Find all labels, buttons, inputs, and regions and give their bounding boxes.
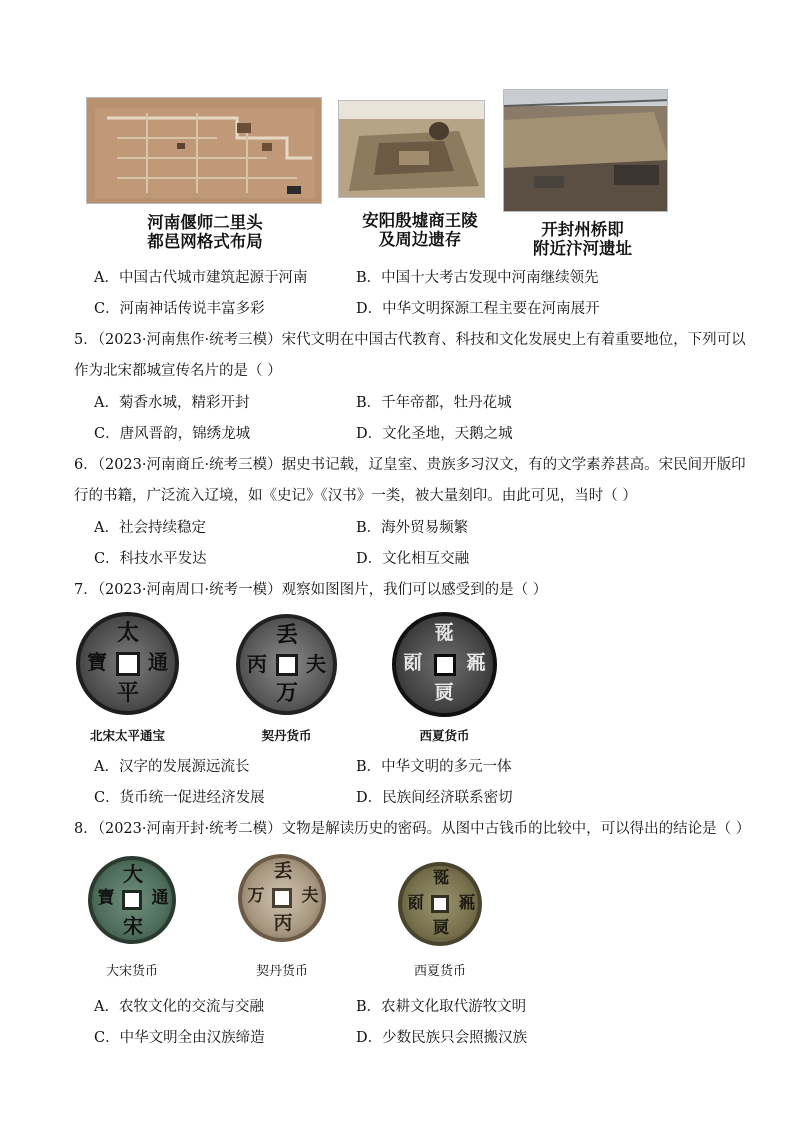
q8-stem: 8．（2023·河南开封·统考二模）文物是解读历史的密码。从图中古钱币的比较中，可以得出的结论是（ ） — [74, 821, 751, 837]
coin-glyph-left: 寶 — [87, 650, 107, 674]
coin-glyph-top: 𗀔 — [432, 868, 450, 888]
photo-erlitou-site — [86, 97, 322, 204]
q4-option-a[interactable]: A．中国古代城市建筑起源于河南 — [94, 270, 308, 286]
q4-option-b[interactable]: B．中国十大考古发现中河南继续领先 — [356, 270, 599, 286]
coin-glyph-right: 夫 — [301, 886, 319, 906]
coin-song-taiping — [76, 612, 179, 715]
q5-stem-line1: 5．（2023·河南焦作·统考三模）宋代文明在中国古代教育、科技和文化发展史上有着重要地位，下列可以 — [74, 332, 746, 348]
yinxu-tomb-drawing — [339, 101, 485, 198]
caption-yinxu: 安阳殷墟商王陵 及周边遗存 — [362, 211, 478, 249]
q5-option-d[interactable]: D．文化圣地，天鹅之城 — [356, 426, 513, 442]
coin-glyph-left: 𗀃 — [407, 893, 425, 913]
caption-khitan-coin-2: 契丹货币 — [255, 964, 308, 979]
coin-glyph-right: 𗀐 — [458, 893, 476, 913]
q6-option-d[interactable]: D．文化相互交融 — [356, 551, 470, 567]
q5-option-a[interactable]: A．菊香水城，精彩开封 — [94, 395, 250, 411]
coin-xixia-2 — [398, 862, 482, 946]
q8-option-c[interactable]: C．中华文明全由汉族缔造 — [94, 1030, 265, 1046]
coin-glyph-bottom: 宋 — [123, 914, 143, 938]
q6-stem-line1: 6．（2023·河南商丘·统考三模）据史书记载，辽皇室、贵族多习汉文，有的文学素养甚高。宋民间开版印 — [74, 457, 746, 473]
caption-xixia-coin: 西夏货币 — [419, 728, 470, 743]
caption-zhouqiao: 开封州桥即 附近汴河遗址 — [533, 220, 632, 258]
caption-great-song-coin: 大宋货币 — [105, 964, 158, 979]
zhouqiao-site-drawing — [504, 90, 668, 212]
coin-glyph-bottom: 𗀁 — [432, 918, 450, 938]
erlitou-grid-drawing — [87, 98, 322, 204]
q7-option-d[interactable]: D．民族间经济联系密切 — [356, 790, 513, 806]
q4-option-d[interactable]: D．中华文明探源工程主要在河南展开 — [356, 301, 600, 317]
coin-glyph-left: 寶 — [97, 888, 115, 908]
coin-glyph-right: 𗀐 — [466, 650, 486, 674]
coin-khitan — [236, 614, 337, 715]
coin-glyph-left: 万 — [247, 886, 265, 906]
coin-glyph-left: 丙 — [247, 652, 267, 676]
coin-glyph-top: 太 — [116, 620, 139, 646]
caption-song-coin: 北宋太平通宝 — [89, 728, 165, 743]
coin-glyph-bottom: 万 — [275, 680, 298, 706]
q6-option-a[interactable]: A．社会持续稳定 — [94, 520, 206, 536]
q7-option-b[interactable]: B．中华文明的多元一体 — [356, 759, 512, 775]
coin-glyph-right: 夫 — [306, 652, 326, 676]
coin-glyph-bottom: 𗀁 — [434, 680, 454, 704]
q8-option-b[interactable]: B．农耕文化取代游牧文明 — [356, 999, 527, 1015]
caption-erlitou: 河南偃师二里头 都邑网格式布局 — [147, 213, 263, 251]
q5-option-c[interactable]: C．唐风晋韵，锦绣龙城 — [94, 426, 251, 442]
q7-option-c[interactable]: C．货币统一促进经济发展 — [94, 790, 265, 806]
coin-glyph-top: 大 — [123, 862, 143, 886]
coin-glyph-right: 通 — [151, 888, 169, 908]
q7-stem: 7．（2023·河南周口·统考一模）观察如图图片，我们可以感受到的是（ ） — [74, 582, 548, 598]
q8-option-d[interactable]: D．少数民族只会照搬汉族 — [356, 1030, 528, 1046]
q5-option-b[interactable]: B．千年帝都，牡丹花城 — [356, 395, 512, 411]
q6-stem-line2: 行的书籍，广泛流入辽境，如《史记》《汉书》一类，被大量刻印。由此可见，当时（ ） — [74, 488, 637, 504]
q7-option-a[interactable]: A．汉字的发展源远流长 — [94, 759, 250, 775]
q5-stem-line2: 作为北宋都城宣传名片的是（ ） — [74, 363, 282, 379]
coin-glyph-right: 通 — [148, 650, 168, 674]
coin-glyph-top: 𗀔 — [434, 620, 454, 644]
coin-glyph-bottom: 平 — [116, 680, 139, 706]
caption-khitan-coin: 契丹货币 — [261, 728, 312, 743]
coin-xixia — [392, 612, 497, 717]
q4-option-c[interactable]: C．河南神话传说丰富多彩 — [94, 301, 265, 317]
photo-yinxu-tomb — [338, 100, 485, 198]
q8-option-a[interactable]: A．农牧文化的交流与交融 — [94, 999, 264, 1015]
coin-glyph-top: 丢 — [275, 622, 298, 648]
photo-zhouqiao-site — [503, 89, 668, 212]
caption-xixia-coin-2: 西夏货币 — [413, 964, 466, 979]
coin-khitan-2 — [238, 854, 326, 942]
q6-option-b[interactable]: B．海外贸易频繁 — [356, 520, 469, 536]
coin-glyph-left: 𗀃 — [403, 650, 423, 674]
coin-glyph-bottom: 丙 — [273, 912, 293, 934]
coin-great-song — [88, 856, 176, 944]
coin-glyph-top: 丢 — [273, 860, 293, 882]
q6-option-c[interactable]: C．科技水平发达 — [94, 551, 207, 567]
